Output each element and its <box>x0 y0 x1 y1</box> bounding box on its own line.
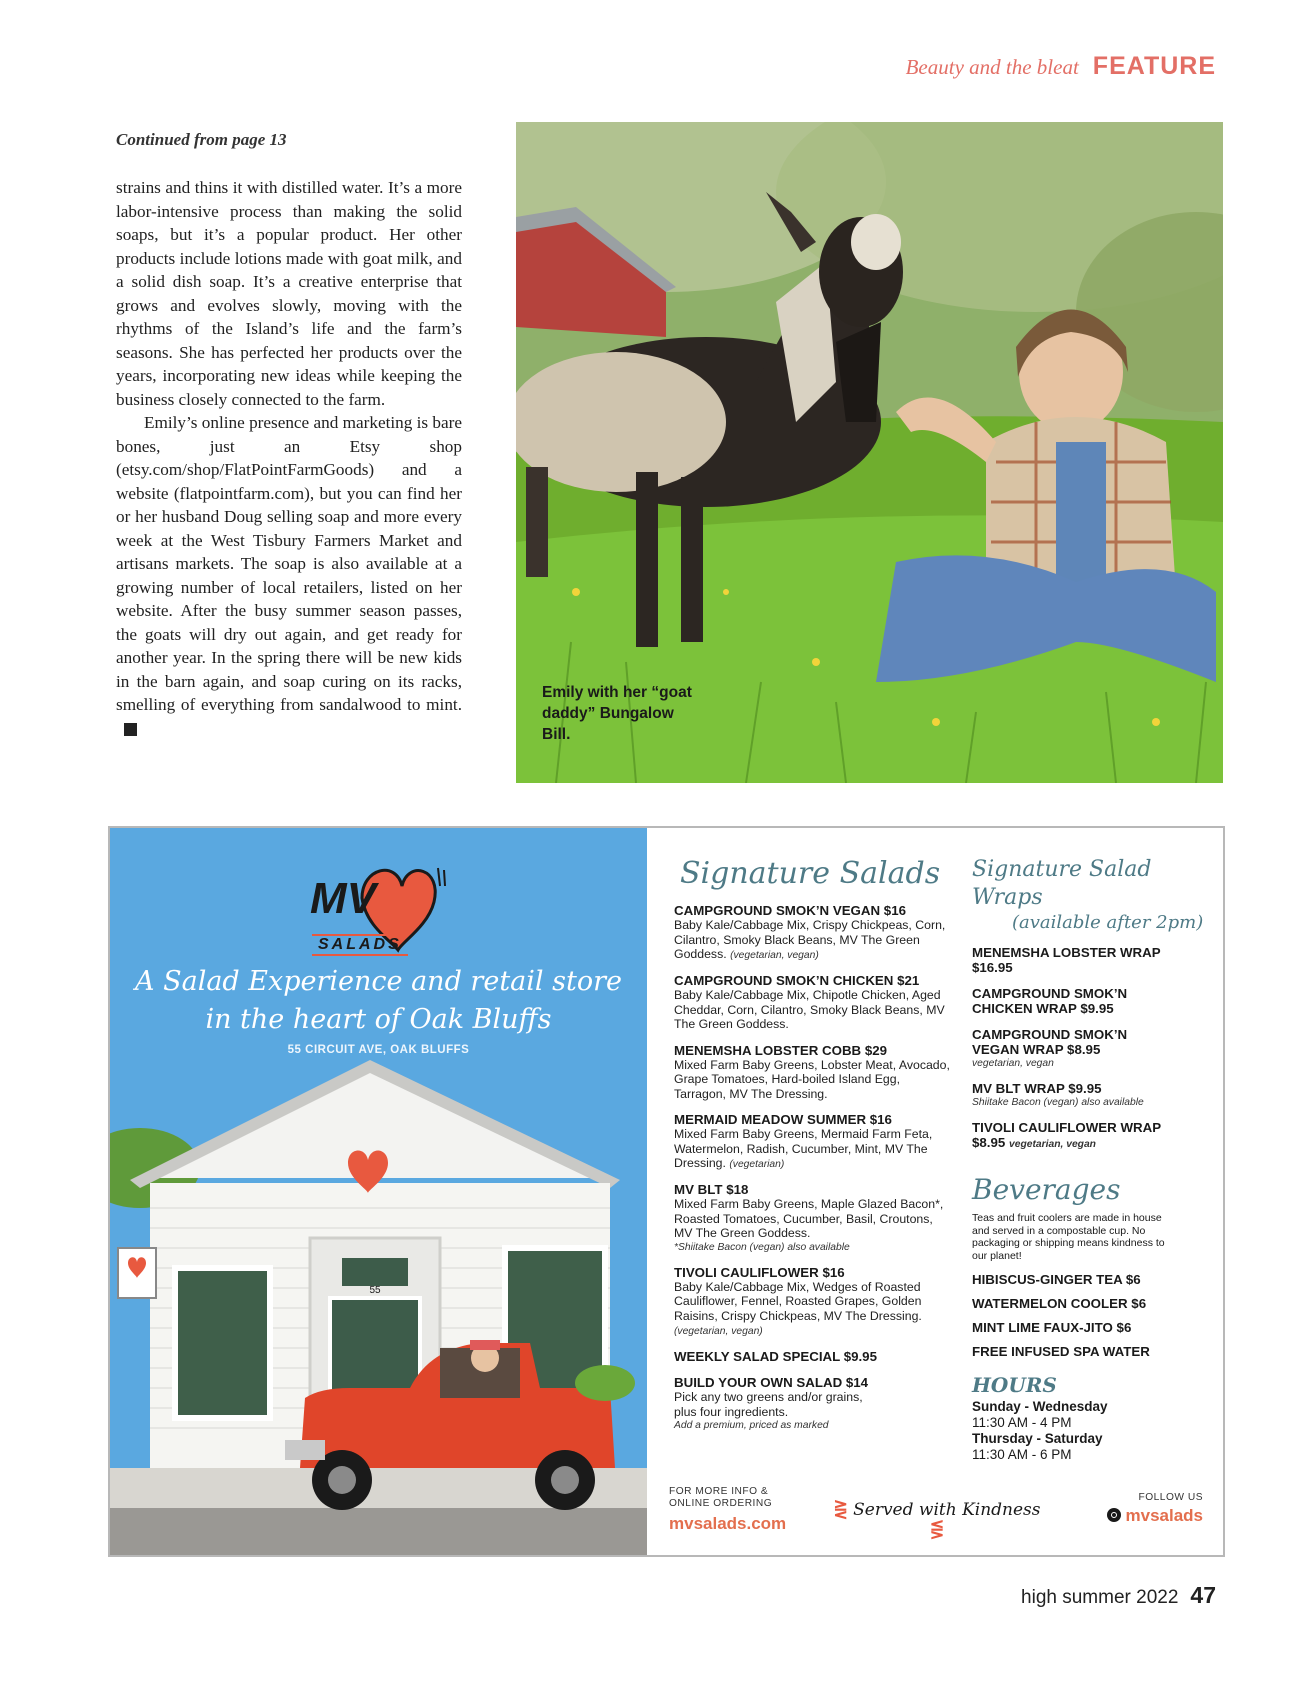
instagram-icon <box>1107 1508 1121 1522</box>
article-body <box>116 176 462 740</box>
follow-label: FOLLOW US <box>1138 1492 1203 1503</box>
section-label: FEATURE <box>1092 52 1216 80</box>
menu-item-desc <box>674 918 954 962</box>
info-label: ONLINE ORDERING <box>669 1498 773 1509</box>
wraps-heading: Signature Salad Wraps <box>972 857 1152 910</box>
photo-caption: Emily with her “goat daddy” Bungalow Bill. <box>542 684 692 743</box>
menu-item-desc-text: Mixed Farm Baby Greens, Mermaid Farm Feta, Watermelon, Radish, Cucumber, Mint, MV The Dressing. <box>674 1127 933 1170</box>
tagline-line: in the heart of Oak Bluffs <box>205 1004 552 1035</box>
wrap-item <box>972 1027 1172 1070</box>
hours-time: 11:30 AM - 6 PM <box>972 1447 1072 1462</box>
menu-item-desc-text: Baby Kale/Cabbage Mix, Wedges of Roasted Cauliflower, Fennel, Roasted Grapes, Golden Raisins, Crispy Chickpeas, MV The Dressing. <box>674 1279 922 1323</box>
ad-footer-social <box>1107 1492 1204 1526</box>
beverage-item: HIBISCUS-GINGER TEA $6 <box>972 1272 1141 1287</box>
wrap-item-name: CAMPGROUND SMOK’N CHICKEN WRAP $9.95 <box>972 986 1128 1016</box>
ad-footer-info <box>669 1486 786 1534</box>
article-paragraph <box>116 411 462 740</box>
menu-column-wraps <box>972 856 1217 1463</box>
ad-tagline <box>110 963 647 1039</box>
menu-item-note: (vegetarian, vegan) <box>730 950 819 961</box>
menu-item <box>674 1112 954 1171</box>
continued-note: Continued from page 13 <box>116 130 287 149</box>
slogan-left-mark-icon: ⋛ <box>833 1500 848 1520</box>
menu-item-desc <box>674 1127 954 1171</box>
menu-item-desc-text: Baby Kale/Cabbage Mix, Crispy Chickpeas, Corn, Cilantro, Smoky Black Beans, MV The Green Goddess. <box>674 918 946 961</box>
article-paragraph: strains and thins it with distilled water. It’s a more labor-intensive process than making the solid soaps, but it’s a popular product. Her other products include lotions made with goat milk, and a solid dish soap. It’s a creative enterprise that grows and evolves slowly, moving with the rhythms of the Island’s life and the farm’s seasons. She has perfected her products over the years, incorporating new ideas while keeping the business closely connected to the farm. <box>116 178 462 409</box>
logo-mv-text: MV <box>310 874 376 923</box>
salads-heading: Signature Salads <box>680 856 941 891</box>
wrap-item <box>972 1081 1217 1109</box>
ad-address: 55 CIRCUIT AVE, OAK BLUFFS <box>287 1044 470 1056</box>
wrap-item-name-text: TIVOLI CAULIFLOWER WRAP $8.95 <box>972 1120 1161 1150</box>
menu-item <box>674 1375 954 1432</box>
menu-item-desc <box>674 1280 954 1339</box>
beverage-item: FREE INFUSED SPA WATER <box>972 1344 1150 1359</box>
menu-item-name: MENEMSHA LOBSTER COBB $29 <box>674 1042 888 1058</box>
menu-item-note: Add a premium, priced as marked <box>674 1420 829 1431</box>
page-footer <box>1021 1582 1216 1609</box>
logo-salads-text: SALADS <box>312 934 408 956</box>
menu-item-name: CAMPGROUND SMOK’N CHICKEN $21 <box>674 973 920 988</box>
menu-item <box>674 973 954 1032</box>
wrap-item <box>972 1120 1182 1151</box>
menu-item-name: CAMPGROUND SMOK’N VEGAN $16 <box>674 903 906 918</box>
menu-item-note: *Shiitake Bacon (vegan) also available <box>674 1241 850 1253</box>
menu-item <box>674 1349 954 1364</box>
menu-item-name: BUILD YOUR OWN SALAD $14 <box>674 1375 869 1390</box>
menu-item <box>674 1182 954 1254</box>
ad-image-panel <box>110 828 647 1555</box>
slogan-text: Served with Kindness <box>853 1500 1041 1520</box>
wrap-item-name <box>972 1120 1182 1151</box>
mv-salads-logo <box>310 846 450 966</box>
article-paragraph-text: Emily’s online presence and marketing is bare bones, just an Etsy shop (etsy.com/shop/FlatPointFarmGoods) and a website (flatpointfarm.com), but you can find her or her husband Doug selling soap and more every week at the West Tisbury Farmers Market and artisans markets. The soap is also available at a growing number of local retailers, listed on her website. After the busy summer season passes, the goats will dry out again, and get ready for another year. In the spring there will be new kids in the barn again, and soap curing on its racks, smelling of everything from sandalwood to mint. <box>116 413 462 714</box>
menu-item-desc: Mixed Farm Baby Greens, Maple Glazed Bacon*, Roasted Tomatoes, Cucumber, Basil, Croutons, MV The Green Goddess. <box>674 1197 944 1240</box>
menu-column-salads <box>674 856 954 1443</box>
beverages-heading: Beverages <box>972 1173 1121 1206</box>
menu-item-desc: Pick any two greens and/or grains, plus four ingredients. <box>674 1390 863 1419</box>
slogan-right-mark-icon: ⋚ <box>929 1520 945 1540</box>
menu-item-note: (vegetarian, vegan) <box>674 1326 763 1337</box>
tagline-line: A Salad Experience and retail store <box>135 966 622 997</box>
wraps-subheading: (available after 2pm) <box>1012 912 1204 933</box>
website-link[interactable]: mvsalads.com <box>669 1514 787 1533</box>
menu-item-name: TIVOLI CAULIFLOWER $16 <box>674 1264 845 1280</box>
hours-days: Thursday - Saturday <box>972 1431 1103 1446</box>
menu-item <box>674 1265 954 1339</box>
hours-days: Sunday - Wednesday <box>972 1399 1108 1414</box>
ad-menu-panel <box>647 828 1225 1555</box>
beverages-intro: Teas and fruit coolers are made in house and served in a compostable cup. No packaging or shipping means kindness to our planet! <box>972 1212 1165 1262</box>
menu-item-name: MV BLT $18 <box>674 1182 749 1197</box>
social-handle[interactable] <box>1107 1506 1204 1526</box>
wrap-item-name: CAMPGROUND SMOK’N VEGAN WRAP $8.95 <box>972 1027 1128 1057</box>
menu-item <box>674 903 954 962</box>
feature-photo <box>516 122 1223 783</box>
menu-item-note: (vegetarian) <box>729 1159 785 1170</box>
beverage-item: MINT LIME FAUX-JITO $6 <box>972 1320 1132 1335</box>
hours-time: 11:30 AM - 4 PM <box>972 1415 1072 1430</box>
wrap-item-name: MV BLT WRAP $9.95 <box>972 1081 1102 1096</box>
wrap-item-name: MENEMSHA LOBSTER WRAP $16.95 <box>972 945 1161 975</box>
wrap-item <box>972 945 1162 975</box>
menu-item-desc: Baby Kale/Cabbage Mix, Chipotle Chicken, Aged Cheddar, Corn, Cilantro, Smoky Black Beans, MV The Green Goddess. <box>674 988 945 1031</box>
social-handle-text: mvsalads <box>1125 1506 1203 1525</box>
wrap-item-note: vegetarian, vegan <box>1008 1139 1096 1150</box>
section-title: Beauty and the bleat <box>905 55 1079 79</box>
building-number: 55 <box>369 1285 381 1296</box>
wrap-item <box>972 986 1162 1016</box>
menu-item <box>674 1043 954 1102</box>
menu-item-name: WEEKLY SALAD SPECIAL $9.95 <box>674 1349 877 1364</box>
beverage-item: WATERMELON COOLER $6 <box>972 1296 1147 1311</box>
mv-salads-ad <box>108 826 1225 1557</box>
ad-slogan <box>827 1500 1047 1540</box>
page-number: 47 <box>1190 1582 1216 1608</box>
page-header <box>906 52 1216 81</box>
wrap-item-note: Shiitake Bacon (vegan) also available <box>972 1097 1144 1108</box>
menu-item-name: MERMAID MEADOW SUMMER $16 <box>674 1112 892 1127</box>
menu-item-desc: Mixed Farm Baby Greens, Lobster Meat, Avocado, Grape Tomatoes, Hard-boiled Island Egg, Tarragon, MV The Dressing. <box>674 1057 950 1101</box>
end-mark-icon: ■ <box>124 723 137 736</box>
hours-heading: HOURS <box>972 1373 1057 1397</box>
wrap-item-note: vegetarian, vegan <box>972 1058 1054 1069</box>
info-label: FOR MORE INFO & <box>669 1486 769 1497</box>
issue-label: high summer 2022 <box>1021 1587 1179 1608</box>
